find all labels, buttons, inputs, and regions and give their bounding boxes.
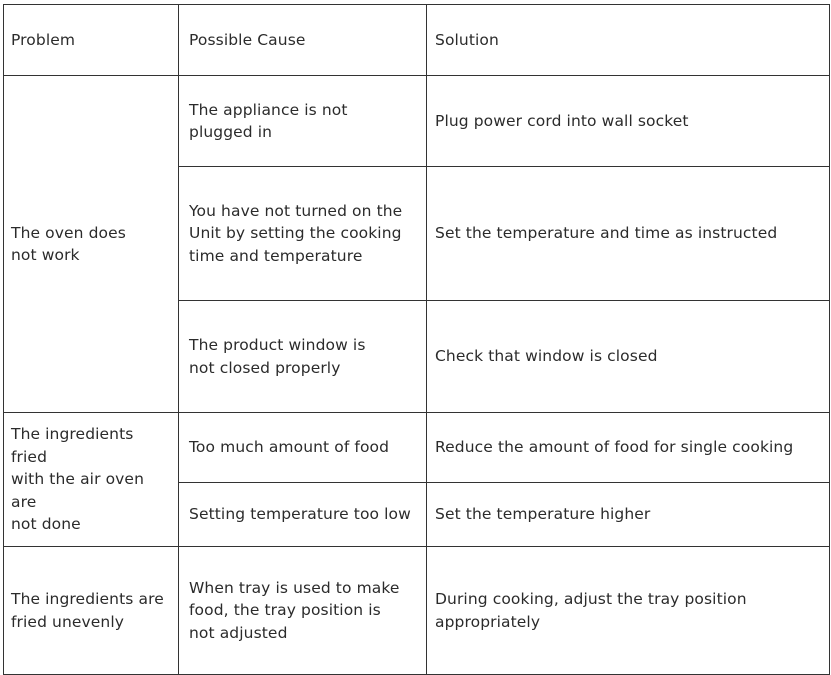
header-solution: Solution bbox=[427, 5, 830, 76]
troubleshooting-table bbox=[3, 4, 830, 675]
solution-cell: Set the temperature higher bbox=[427, 483, 830, 547]
solution-cell: Reduce the amount of food for single cooking bbox=[427, 413, 830, 483]
header-possible-cause: Possible Cause bbox=[179, 5, 427, 76]
header-problem: Problem bbox=[4, 5, 179, 76]
problem-cell: The oven does not work bbox=[4, 76, 179, 413]
problem-cell: The ingredients fried with the air oven are not done bbox=[4, 413, 179, 547]
cause-cell: Too much amount of food bbox=[179, 413, 427, 483]
solution-cell: Plug power cord into wall socket bbox=[427, 76, 830, 167]
solution-cell: Set the temperature and time as instructed bbox=[427, 167, 830, 301]
problem-cell: The ingredients are fried unevenly bbox=[4, 547, 179, 675]
cause-cell: The product window is not closed properly bbox=[179, 301, 427, 413]
cause-cell: When tray is used to make food, the tray position is not adjusted bbox=[179, 547, 427, 675]
table-row bbox=[4, 547, 830, 675]
cause-cell: Setting temperature too low bbox=[179, 483, 427, 547]
table-row bbox=[4, 413, 830, 483]
solution-cell: Check that window is closed bbox=[427, 301, 830, 413]
header-row bbox=[4, 5, 830, 76]
cause-cell: The appliance is not plugged in bbox=[179, 76, 427, 167]
table-row bbox=[4, 76, 830, 167]
solution-cell: During cooking, adjust the tray position appropriately bbox=[427, 547, 830, 675]
cause-cell: You have not turned on the Unit by setting the cooking time and temperature bbox=[179, 167, 427, 301]
